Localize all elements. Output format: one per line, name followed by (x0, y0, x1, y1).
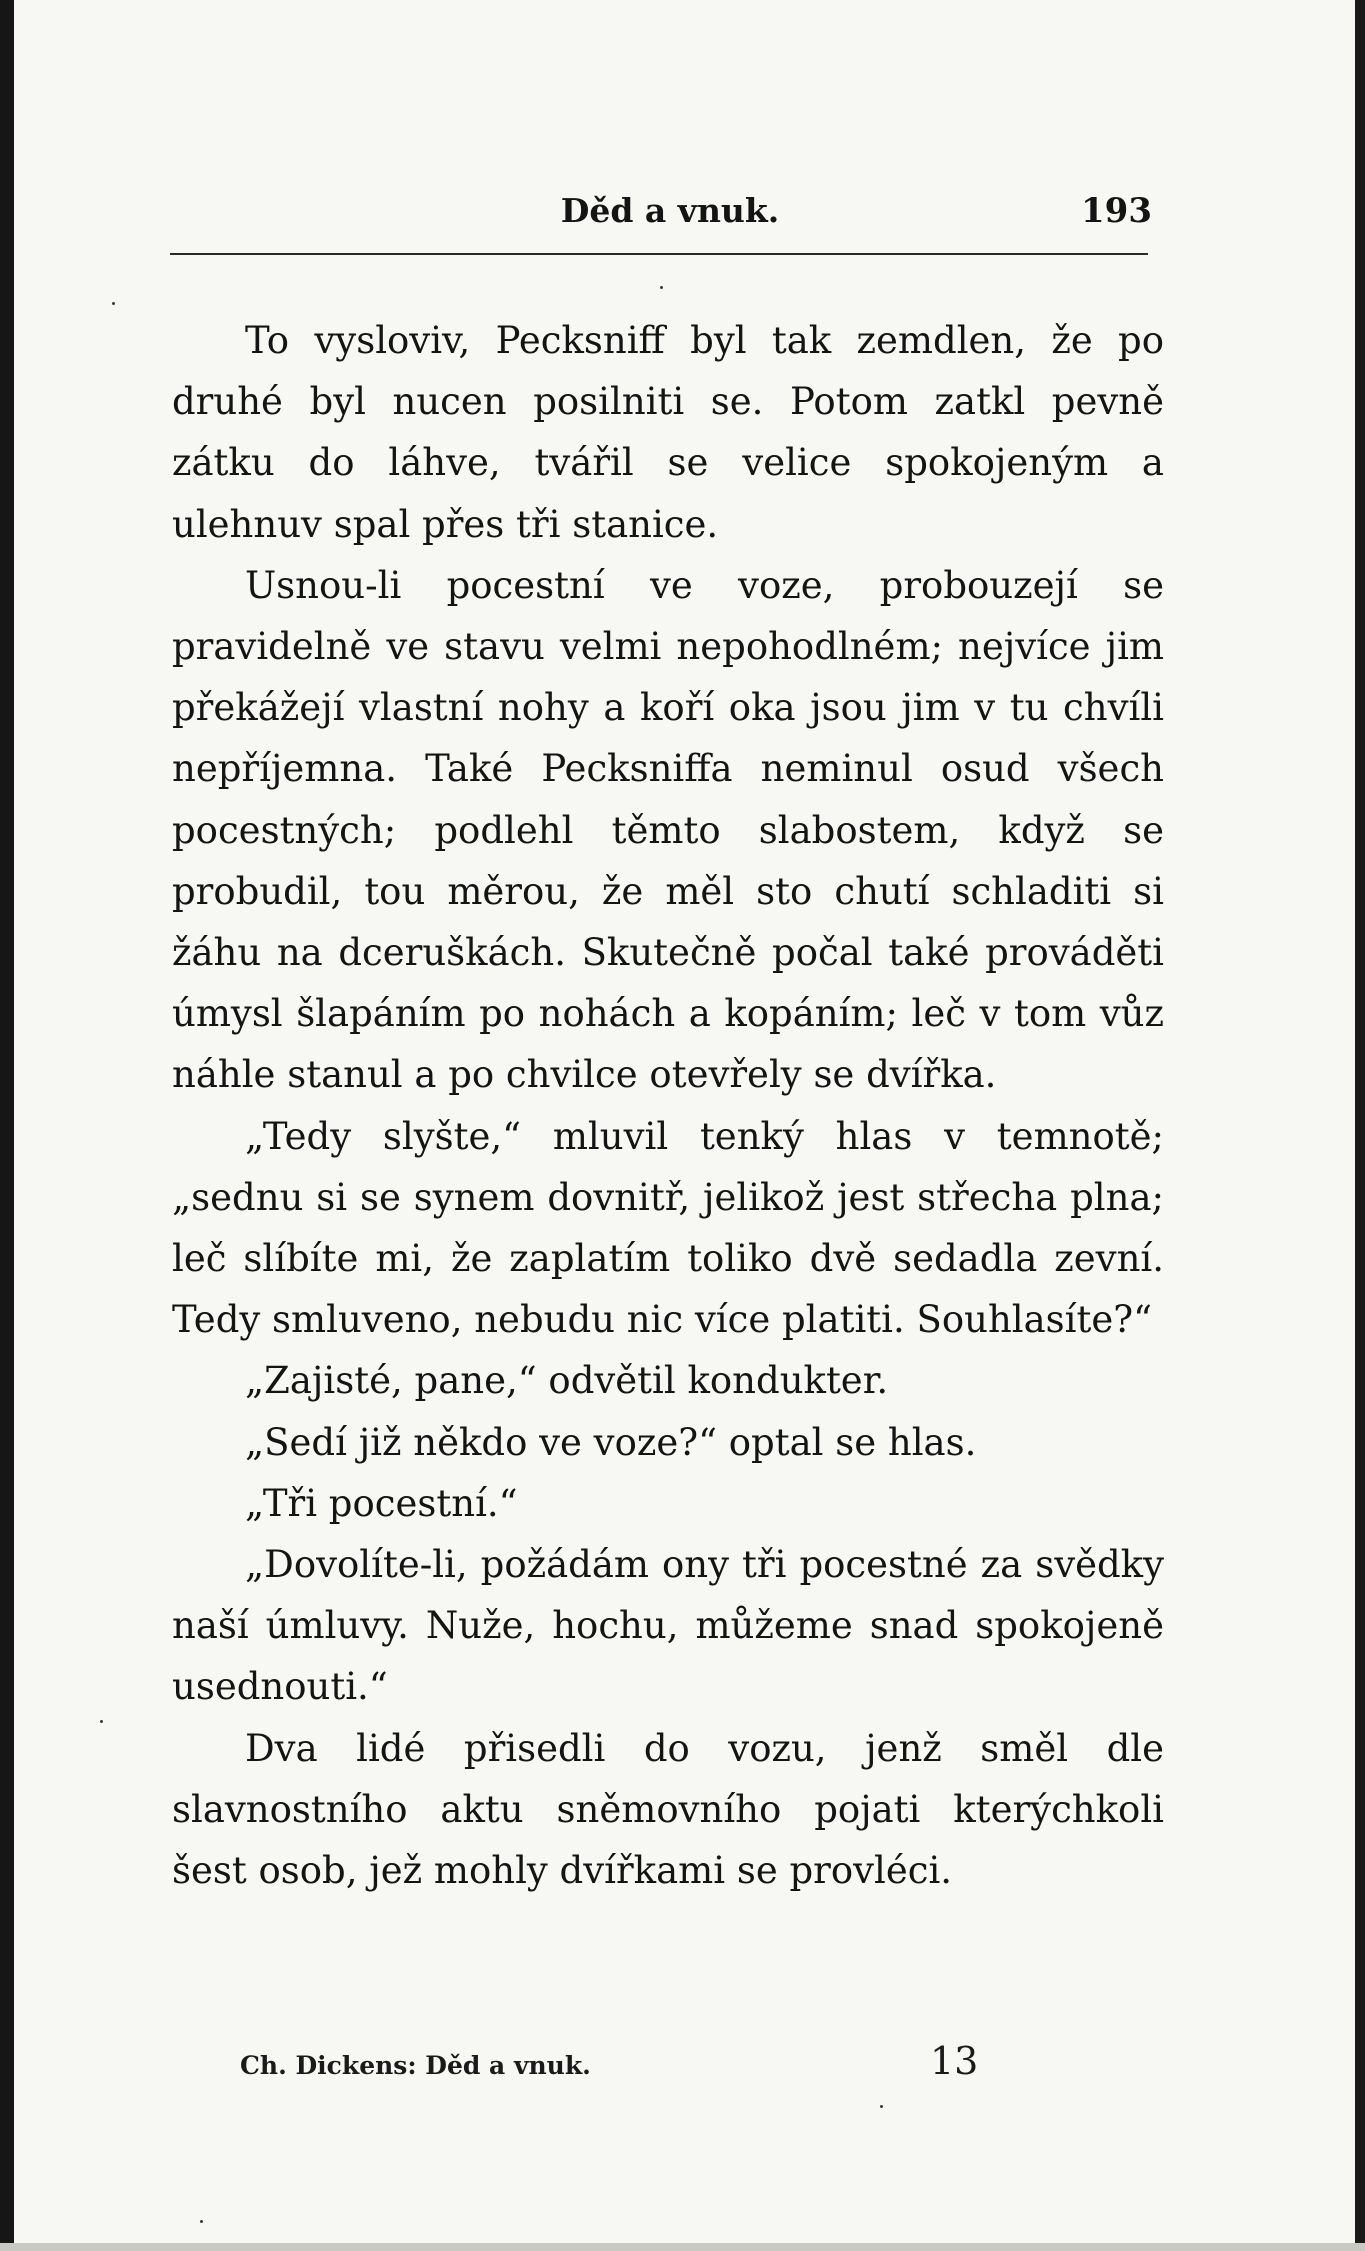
scan-speck (112, 302, 115, 305)
scan-speck (660, 286, 663, 289)
paragraph: „Sedí již někdo ve voze?“ optal se hlas. (245, 1420, 977, 1464)
signature-mark: 13 (930, 2039, 979, 2083)
scan-edge-left (0, 0, 14, 2251)
scan-speck (200, 2220, 203, 2223)
scan-edge-right (1355, 0, 1365, 2251)
paragraph: To vysloviv, Pecksniff byl tak zemdlen, že po druhé byl nucen posilniti se. Potom zatkl pevně zátku do láhve, tvářil se velice spokojeným a ulehnuv spal přes tři stanice. (172, 319, 1164, 546)
page-number: 193 (1081, 191, 1152, 231)
paragraph: „Zajisté, pane,“ odvětil kondukter. (245, 1359, 889, 1403)
paragraph: „Tedy slyšte,“ mluvil tenký hlas v temnotě; „sednu si se synem dovnitř, jelikož jest střecha plna; leč slíbíte mi, že zaplatím toliko dvě sedadla zevní. Tedy smluveno, nebudu nic více platiti. Souhlasíte?“ (172, 1114, 1164, 1342)
paragraph: „Tři pocestní.“ (245, 1481, 518, 1525)
scan-speck (880, 2105, 883, 2108)
scan-speck (100, 1720, 103, 1723)
body-text (172, 310, 1164, 1901)
paragraph: „Dovolíte-li, požádám ony tři pocestné za svědky naší úmluvy. Nuže, hochu, můžeme snad spokojeně usednouti.“ (172, 1543, 1164, 1709)
printer-signature: Ch. Dickens: Děd a vnuk. (240, 2051, 591, 2080)
header-rule (170, 253, 1148, 255)
page-footer (240, 2030, 1100, 2090)
paragraph: Dva lidé přisedli do vozu, jenž směl dle slavnostního aktu sněmovního pojati kterýchkoli šest osob, jež mohly dvířkami se provléci. (172, 1726, 1164, 1893)
paragraph: Usnou-li pocestní ve voze, probouzejí se pravidelně ve stavu velmi nepohodlném; nejvíce jim překážejí vlastní nohy a koří oka jsou jim v tu chvíli nepříjemna. Také Pecksniffa neminul osud všech pocestných; podlehl těmto slabostem, když se probudil, tou měrou, že měl sto chutí schladiti si žáhu na dceruškách. Skutečně počal také prováděti úmysl šlapáním po nohách a kopáním; leč v tom vůz náhle stanul a po chvilce otevřely se dvířka. (172, 563, 1164, 1097)
scan-edge-bottom (0, 2243, 1365, 2251)
running-title: Děd a vnuk. (560, 191, 780, 230)
page-header (170, 186, 1170, 236)
